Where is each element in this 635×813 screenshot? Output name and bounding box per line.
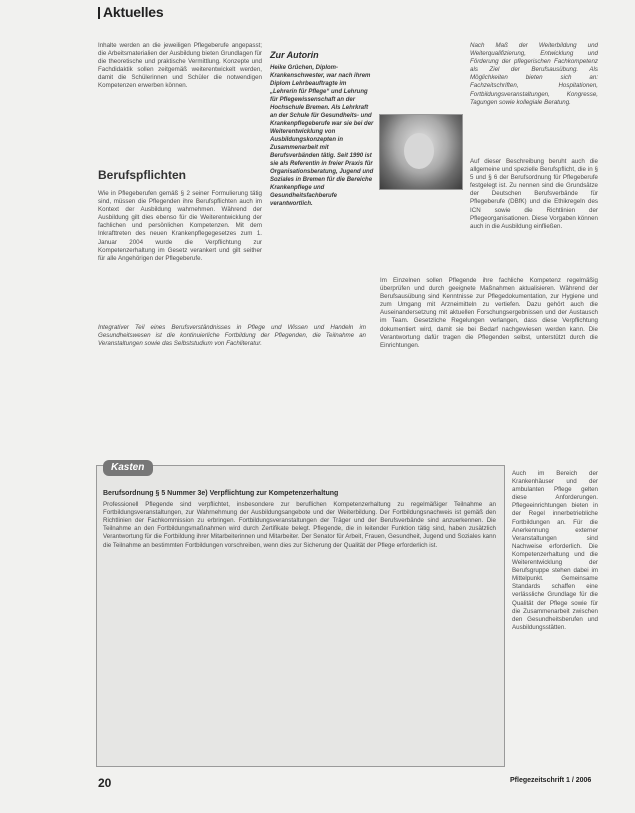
right-column-long: [380, 277, 598, 350]
kasten-content: [103, 490, 496, 550]
author-photo: [379, 114, 463, 190]
italic-paragraph-block: [98, 324, 366, 348]
right-top-text: Nach Maß der Weiterbildung und Weiterqualifizierung, Entwicklung und Förderung der pflegerischen Fachkompetenz als Ziel der Berufsausübung. Als Möglichkeiten bieten sich an: Fachzeitschriften, Hospitationen, Fortbildungsveranstaltungen, Kongresse, Tagungen sowie kollegiale Beratung.: [470, 42, 598, 106]
left-heading-block: [98, 168, 262, 182]
kasten-body: Professionell Pflegende sind verpflichtet, insbesondere zur beruflichen Kompetenzerhaltung zu regelmäßiger Teilnahme an Fortbildungsveranstaltungen, zur Wahrnehmung der Ausbildungsangebote und der Weiterbildung. Der Fortbildungsnachweis ist gemäß den Richtlinien der Fachkommission zu erbringen. Fortbildungsveranstaltungen der Träger und der Berufsverbände sind anzuerkennen. Die Teilnahme an den Fortbildungsmaßnahmen wird durch Zertifikate belegt. Pflegende, die in leitender Funktion tätig sind, haben zusätzlich Verantwortung für die Fortbildung ihrer Mitarbeiterinnen und Mitarbeiter. Der Senator für Arbeit, Frauen, Gesundheit, Jugend und Soziales kann die Teilnahme an bestimmten Fortbildungen vorschreiben, wenn dies zur Sicherung der Qualität der Pflege erforderlich ist.: [103, 501, 496, 549]
journal-name: Pflegezeitschrift 1 / 2006: [510, 777, 592, 784]
berufspflichten-heading: Berufspflichten: [98, 168, 187, 182]
kasten-box: [96, 462, 505, 767]
section-title: Aktuelles: [103, 4, 164, 20]
right-column-top: [470, 42, 598, 107]
right-long-text: Im Einzelnen sollen Pflegende ihre fachliche Kompetenz regelmäßig überprüfen und durch geeignete Maßnahmen aktualisieren. Während der Berufsausübung sind Kenntnisse zur Pflegedokumentation, zur Hygiene und zum Umgang mit Arzneimitteln zu vertiefen. Dazu gehört auch die Auseinandersetzung mit aktuellen Forschungsergebnissen und der Austausch im Team. Gesetzliche Regelungen verlangen, dass diese Verpflichtung dokumentiert wird, damit sie bei Bedarf nachgewiesen werden kann. Die Verantwortung dafür tragen die Pflegenden selbst, unterstützt durch die Einrichtungen.: [380, 277, 598, 349]
header-bar: [98, 7, 100, 19]
author-title: Zur Autorin: [270, 50, 319, 60]
left-intro-text: Inhalte werden an die jeweiligen Pflegeberufe angepasst; die Arbeitsmaterialien der Ausbildung bieten Grundlagen für die theoretische und praktische Vermittlung. Konzepte und Fachdidaktik sollen zeitgemäß weiterentwickelt werden, damit die Schülerinnen und Schüler die notwendigen Kompetenzen erwerben können.: [98, 42, 262, 90]
page-number: 20: [98, 776, 112, 790]
kasten-heading: Berufsordnung § 5 Nummer 3e) Verpflichtung zur Kompetenzerhaltung: [103, 490, 339, 497]
left-body-block: [98, 190, 262, 263]
author-intro: Heike Grüchen, Diplom-Krankenschwester, war nach ihrem Diplom Lehrbeauftragte im „Lehrerin für Pflege“ und Lehrung für Pflegewissenschaft an der Hochschule Bremen. Als Lehrkraft an der Schule für Gesundheits- und Krankenpflegeberufe war sie bei der Weiterentwicklung von Ausbildungskonzepten in Zusammenarbeit mit Berufsverbänden tätig. Seit 1990 ist sie als Referentin in freier Praxis für Organisationsberatung, Jugend und Soziales in Bremen für die Bereiche Krankenpflege und Gesundheitsfachberufe verantwortlich.: [270, 65, 374, 207]
left-column: [98, 42, 262, 91]
kasten-label: [103, 460, 153, 476]
italic-paragraph: Integrativer Teil eines Berufsverständnisses in Pflege und Wissen und Handeln im Gesundheitswesen ist die kontinuierliche Fortbildung der Pflegenden, die Teilnahme an Veranstaltungen sowie das Selbststudium von Fachliteratur.: [98, 324, 366, 348]
right-column-mid: [470, 158, 598, 231]
portrait-face: [404, 133, 434, 169]
right-column-lower: [512, 470, 598, 632]
right-lower-text: Auch im Bereich der Krankenhäuser und der ambulanten Pflege gelten diese Anforderungen. Pflegeeinrichtungen bieten in der Regel innerbetriebliche Fortbildungen an. Für die Anerkennung externer Veranstaltungen sind Nachweise erforderlich. Die Kompetenzerhaltung und die Weiterentwicklung der Berufsgruppe stehen dabei im Mittelpunkt. Gemeinsame Standards schaffen eine verlässliche Grundlage für die Qualität der Pflege sowie für die Zusammenarbeit zwischen den Gesundheitsberufen und Ausbildungsstätten.: [512, 470, 598, 631]
right-mid-text: Auf dieser Beschreibung beruht auch die allgemeine und spezielle Berufspflicht, die in § 5 und § 6 der Berufsordnung für Pflegeberufe festgelegt ist. Zu nennen sind die Grundsätze der Deutschen Berufsverbände für Pflegeberufe (DBfK) und die Ethikregeln des ICN sowie die Richtlinien der Pflegeorganisationen. Diese Vorgaben können auch in die Ausbildung einfließen.: [470, 158, 598, 230]
left-body-text: Wie in Pflegeberufen gemäß § 2 seiner Formulierung tätig sind, müssen die Pflegenden ihre Berufspflichten auch im Kontext der Ausbildung wahrnehmen. Während der Ausbildung gilt dies ebenso für die Weiterentwicklung der fachlichen und persönlichen Kompetenzen. Mit dem Inkrafttreten des neuen Krankenpflegegesetzes zum 1. Januar 2004 wurde die Verpflichtung zur Kompetenzerhaltung im Gesetz verankert und gilt seither für alle Angehörigen der Pflegeberufe.: [98, 190, 262, 262]
section-header: [98, 4, 298, 22]
kasten-label-text: Kasten: [111, 462, 145, 473]
